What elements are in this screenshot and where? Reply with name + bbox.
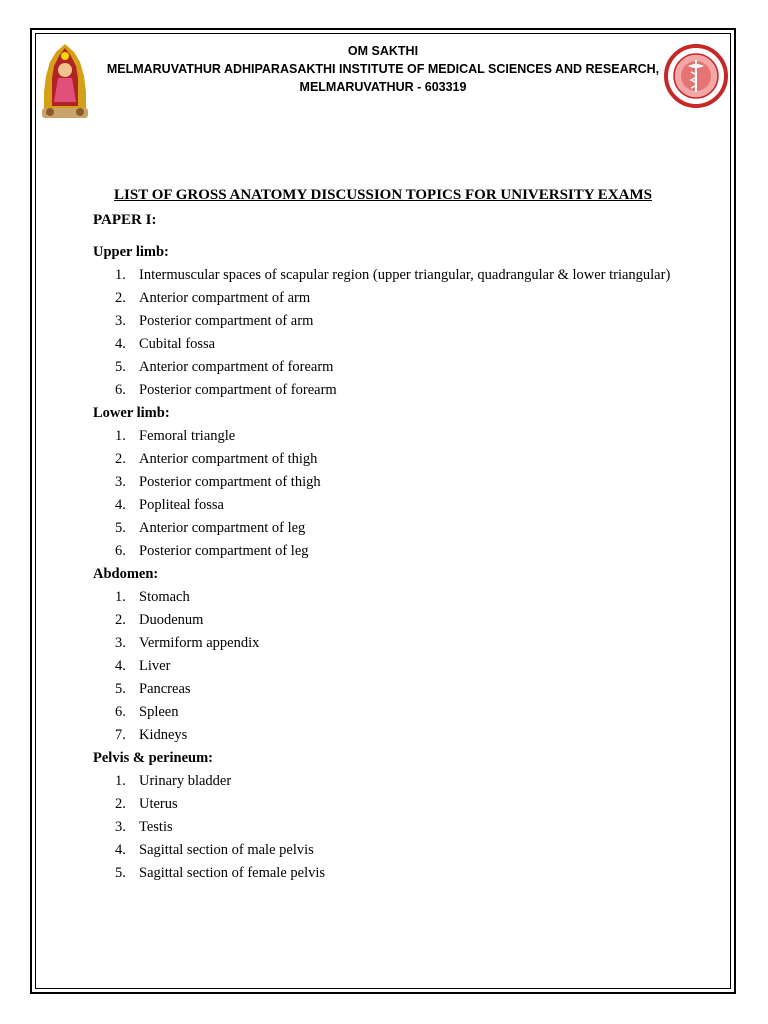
item-text: Sagittal section of male pelvis [139,842,314,858]
item-number: 6. [115,543,126,559]
list-item [93,839,683,862]
item-text: Pancreas [139,681,191,697]
item-text: Liver [139,658,171,674]
list-item [93,471,683,494]
list-item [93,425,683,448]
list-item [93,609,683,632]
item-number: 5. [115,681,126,697]
item-number: 2. [115,612,126,628]
header-line-2: MELMARUVATHUR ADHIPARASAKTHI INSTITUTE OF MEDICAL SCIENCES AND RESEARCH, [106,62,660,76]
item-text: Posterior compartment of thigh [139,474,321,490]
list-item [93,333,683,356]
item-text: Urinary bladder [139,773,232,789]
list-item [93,517,683,540]
item-number: 5. [115,359,126,375]
item-text: Anterior compartment of forearm [139,359,334,375]
section-heading: Upper limb: [93,244,169,260]
list-item [93,862,683,885]
section-abdomen [93,563,683,747]
topics-list [93,241,683,885]
item-number: 6. [115,382,126,398]
item-number: 6. [115,704,126,720]
list-item [93,770,683,793]
item-number: 1. [115,428,126,444]
item-number: 3. [115,819,126,835]
item-text: Stomach [139,589,190,605]
item-number: 2. [115,451,126,467]
item-number: 3. [115,474,126,490]
item-number: 7. [115,727,126,743]
item-number: 5. [115,865,126,881]
document-title: LIST OF GROSS ANATOMY DISCUSSION TOPICS FOR UNIVERSITY EXAMS [114,187,652,203]
item-number: 4. [115,336,126,352]
header-line-3: MELMARUVATHUR - 603319 [299,80,467,94]
item-text: Posterior compartment of arm [139,313,314,329]
list-item [93,724,683,747]
list-item [93,632,683,655]
item-text: Sagittal section of female pelvis [139,865,326,881]
list-item [93,356,683,379]
item-text: Spleen [139,704,179,720]
item-text: Posterior compartment of leg [139,543,309,559]
paper-heading: PAPER I: [93,212,157,228]
item-text: Cubital fossa [139,336,216,352]
item-number: 3. [115,635,126,651]
item-text: Posterior compartment of forearm [139,382,337,398]
item-text: Intermuscular spaces of scapular region (upper triangular, quadrangular & lower triangular) [139,267,671,283]
list-item [93,310,683,333]
item-text: Femoral triangle [139,428,236,444]
section-lower-limb [93,402,683,563]
list-item [93,678,683,701]
item-number: 3. [115,313,126,329]
list-item [93,701,683,724]
item-text: Anterior compartment of leg [139,520,306,536]
list-item [93,655,683,678]
item-number: 4. [115,658,126,674]
item-text: Anterior compartment of arm [139,290,311,306]
list-item [93,494,683,517]
item-text: Uterus [139,796,178,812]
list-item [93,540,683,563]
section-heading: Lower limb: [93,405,170,421]
institute-header [40,42,726,96]
section-heading: Abdomen: [93,566,159,582]
item-text: Popliteal fossa [139,497,224,513]
item-number: 4. [115,842,126,858]
list-item [93,586,683,609]
item-number: 4. [115,497,126,513]
section-upper-limb [93,241,683,402]
item-number: 1. [115,267,126,283]
list-item [93,793,683,816]
item-number: 2. [115,290,126,306]
item-number: 1. [115,773,126,789]
list-item [93,379,683,402]
item-number: 2. [115,796,126,812]
item-text: Kidneys [139,727,188,743]
header-line-1: OM SAKTHI [347,44,419,58]
item-text: Duodenum [139,612,204,628]
item-number: 1. [115,589,126,605]
list-item [93,264,683,287]
item-text: Anterior compartment of thigh [139,451,318,467]
item-number: 5. [115,520,126,536]
section-heading: Pelvis & perineum: [93,750,214,766]
list-item [93,287,683,310]
list-item [93,816,683,839]
item-text: Vermiform appendix [139,635,260,651]
list-item [93,448,683,471]
item-text: Testis [139,819,173,835]
section-pelvis-perineum [93,747,683,885]
